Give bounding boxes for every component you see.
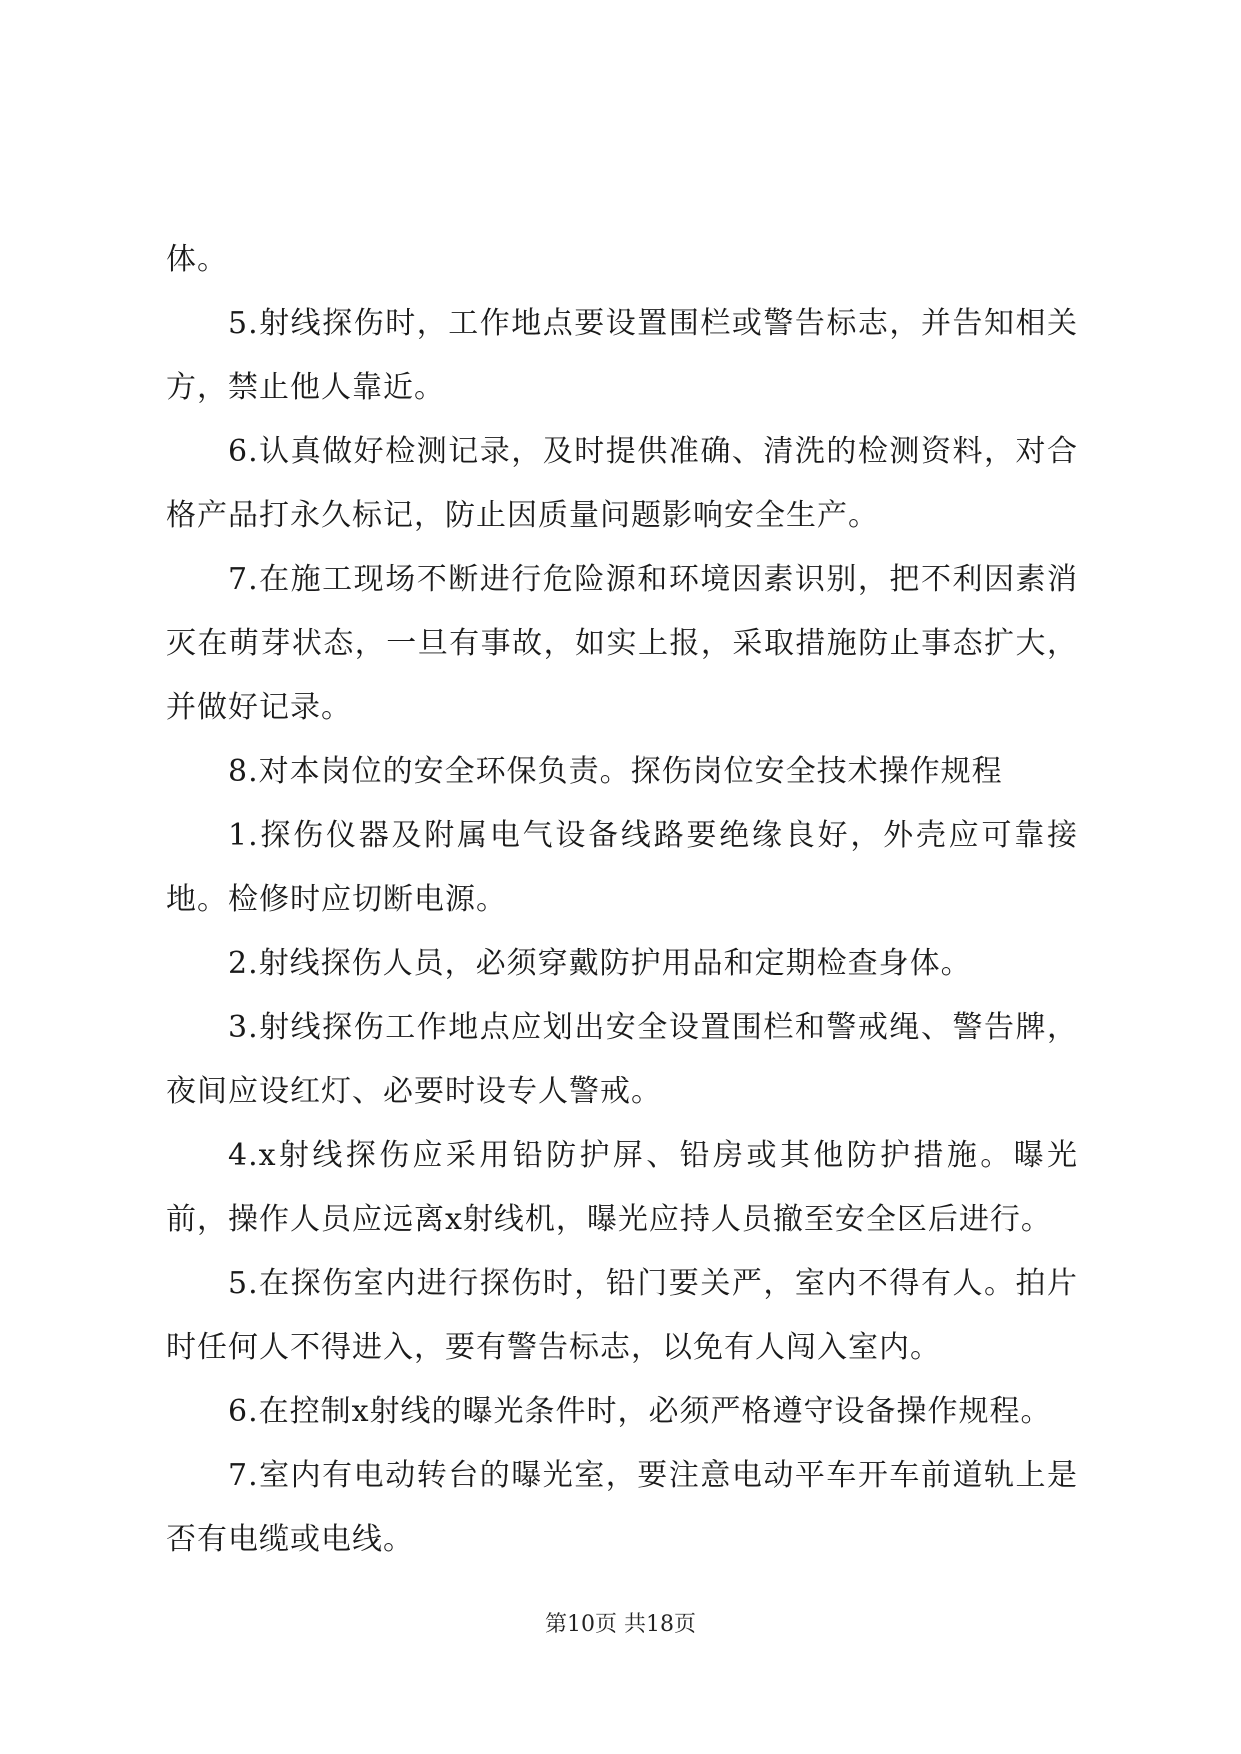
paragraph-continuation: 体。: [166, 242, 228, 277]
paragraph-rule-3-safety-fence: 3.射线探伤工作地点应划出安全设置围栏和警戒绳、警告牌，夜间应设红灯、必要时设专人警戒。: [166, 1010, 1078, 1109]
paragraph-rule-7-turntable-room: 7.室内有电动转台的曝光室，要注意电动平车开车前道轨上是否有电缆或电线。: [166, 1458, 1078, 1557]
document-body: [166, 228, 1078, 1572]
page-number-footer: 第10页 共18页: [545, 1612, 696, 1637]
paragraph-rule-2-protective-equipment: 2.射线探伤人员，必须穿戴防护用品和定期检查身体。: [228, 946, 972, 981]
paragraph-item-5-flaw-detection-site: 5.射线探伤时，工作地点要设置围栏或警告标志，并告知相关方，禁止他人靠近。: [166, 306, 1078, 405]
paragraph-rule-4-lead-shielding: 4.x射线探伤应采用铅防护屏、铅房或其他防护措施。曝光前，操作人员应远离x射线机，曝光应持人员撤至安全区后进行。: [166, 1138, 1078, 1237]
paragraph-rule-1-insulation: 1.探伤仪器及附属电气设备线路要绝缘良好，外壳应可靠接地。检修时应切断电源。: [166, 818, 1078, 917]
paragraph-item-7-hazard-identification: 7.在施工现场不断进行危险源和环境因素识别，把不利因素消灭在萌芽状态，一旦有事故，如实上报，采取措施防止事态扩大，并做好记录。: [166, 562, 1078, 725]
paragraph-rule-6-exposure-conditions: 6.在控制x射线的曝光条件时，必须严格遵守设备操作规程。: [228, 1394, 1052, 1429]
paragraph-item-6-inspection-records: 6.认真做好检测记录，及时提供准确、清洗的检测资料，对合格产品打永久标记，防止因质量问题影响安全生产。: [166, 434, 1078, 533]
paragraph-rule-5-inspection-room: 5.在探伤室内进行探伤时，铅门要关严，室内不得有人。拍片时任何人不得进入，要有警告标志，以免有人闯入室内。: [166, 1266, 1078, 1365]
paragraph-item-8-responsibility: 8.对本岗位的安全环保负责。探伤岗位安全技术操作规程: [228, 754, 1003, 789]
